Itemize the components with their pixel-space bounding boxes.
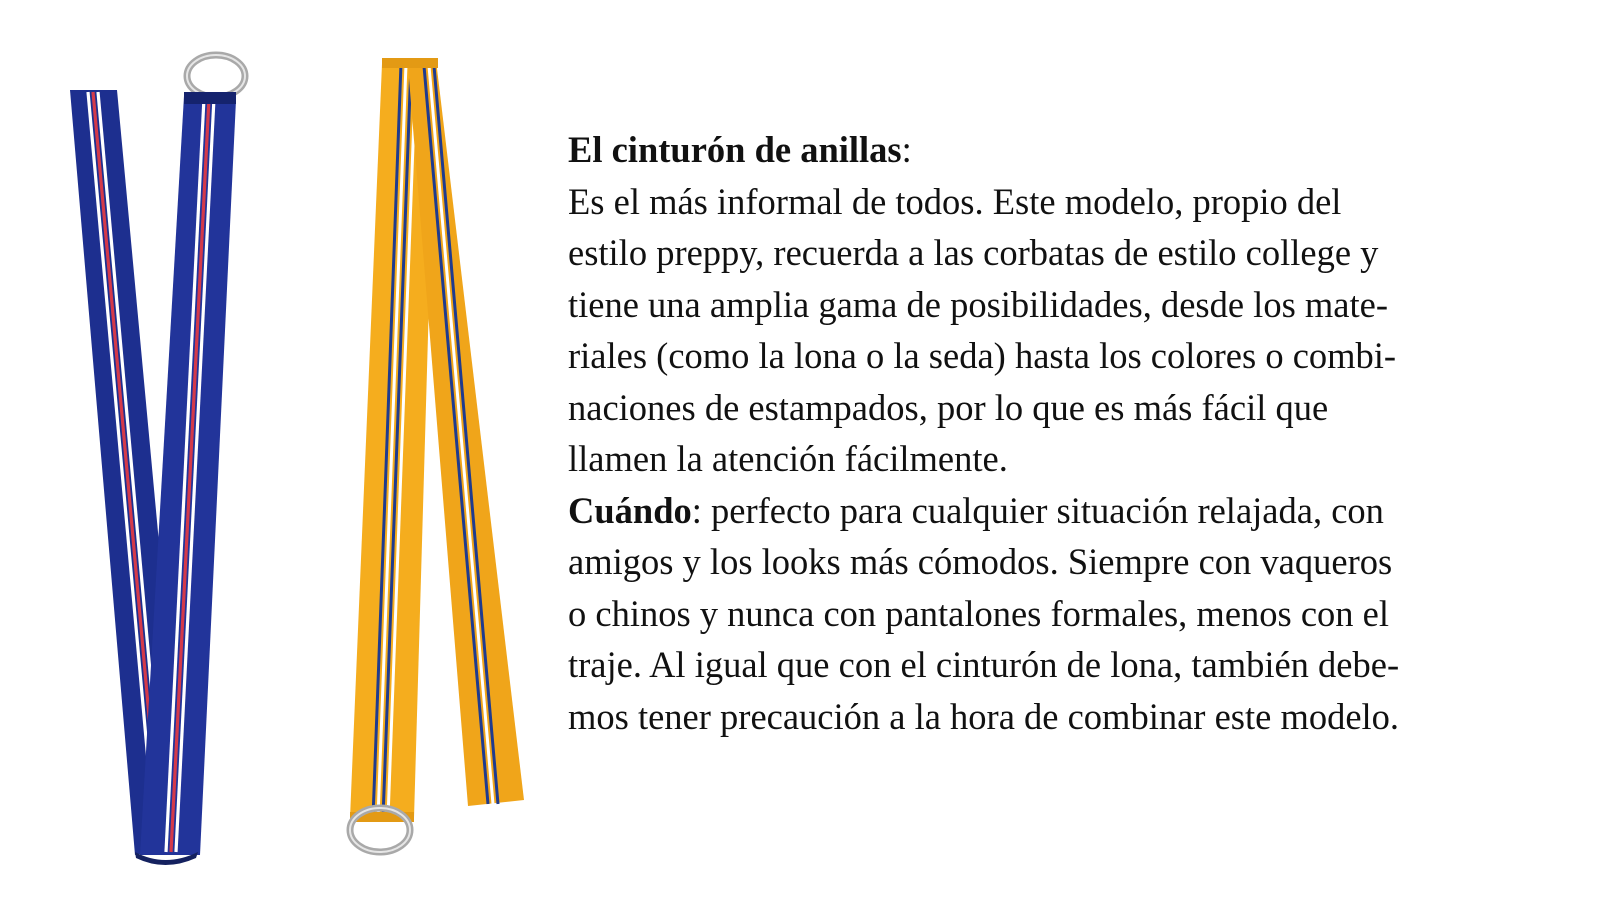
yellow-ring-belt: [350, 58, 524, 852]
blue-belt-right-strand: [140, 96, 236, 855]
paragraph2-line: mos tener precaución a la hora de combinar este modelo.: [568, 695, 1400, 737]
heading-bold: El cinturón de anillas: [568, 129, 902, 170]
article-text: [568, 124, 1578, 742]
article-heading: [568, 124, 1578, 176]
when-label: Cuándo: [568, 489, 692, 531]
paragraph1-line: estilo preppy, recuerda a las corbatas de estilo college y: [568, 232, 1379, 273]
paragraph2-line: amigos y los looks más cómodos. Siempre con vaqueros: [568, 541, 1393, 582]
belts-illustration: [0, 0, 560, 900]
when-line: [568, 485, 1578, 537]
blue-ring-belt: [70, 55, 245, 865]
paragraph1-line: naciones de estampados, por lo que es más fácil que: [568, 386, 1329, 428]
paragraph1-line: riales (como la lona o la seda) hasta los colores o combi-: [568, 335, 1397, 376]
when-text: : perfecto para cualquier situación relajada, con: [691, 489, 1384, 531]
paragraph1-line: llamen la atención fácilmente.: [568, 438, 1008, 479]
paragraph2-line: o chinos y nunca con pantalones formales, menos con el: [568, 592, 1390, 634]
paragraph1-line: Es el más informal de todos. Este modelo, propio del: [568, 180, 1342, 222]
paragraph1-line: tiene una amplia gama de posibilidades, desde los mate-: [568, 283, 1388, 325]
heading-colon: :: [901, 129, 912, 170]
paragraph2-line: traje. Al igual que con el cinturón de lona, también debe-: [568, 644, 1400, 685]
